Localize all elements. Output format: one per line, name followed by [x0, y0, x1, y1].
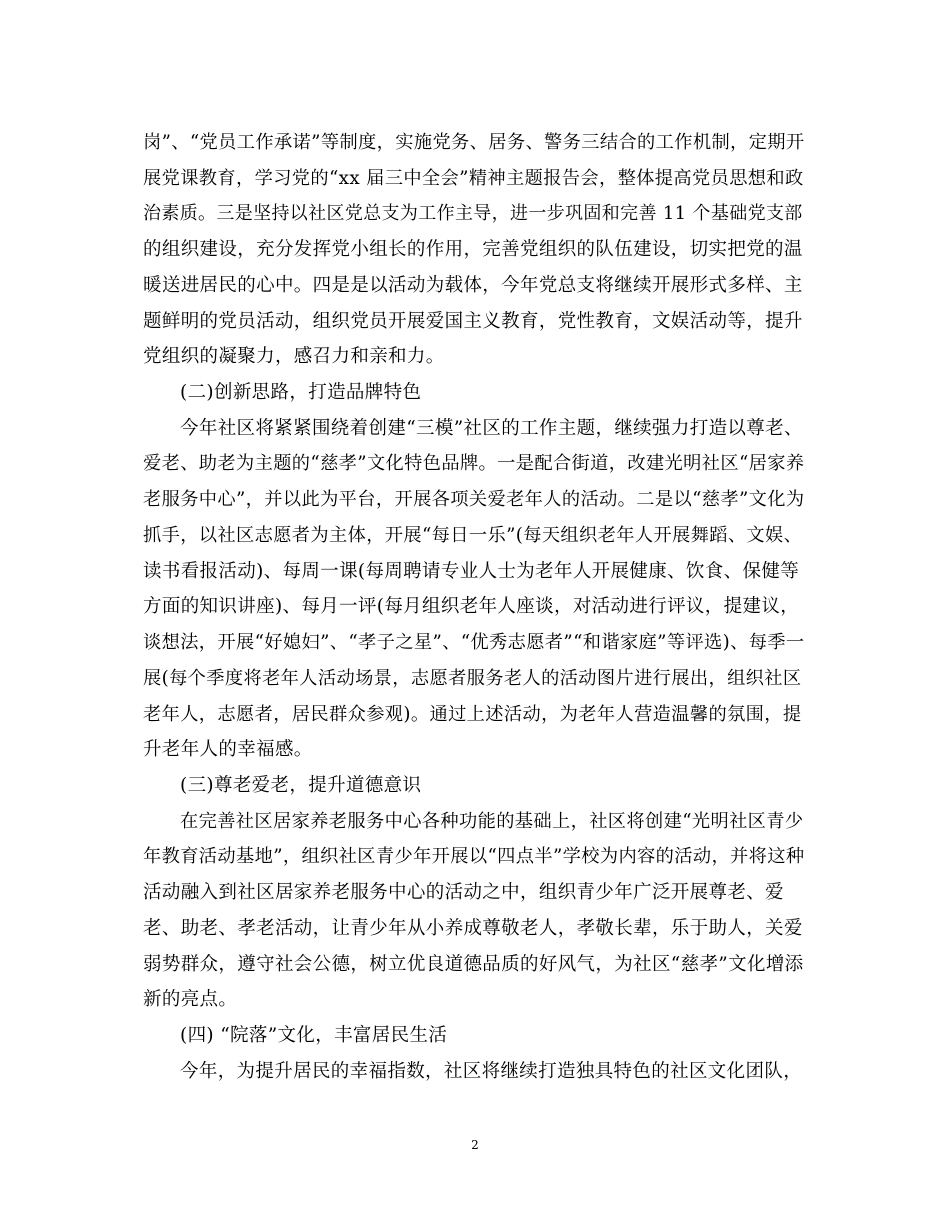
text-line: 岗”、“党员工作承诺”等制度，实施党务、居务、警务三结合的工作机制，定期开	[143, 132, 805, 153]
text-line: 读书看报活动)、每周一课(每周聘请专业人士为老年人开展健康、饮食、保健等	[143, 561, 800, 582]
text-line: 题鲜明的党员活动，组织党员开展爱国主义教育，党性教育，文娱活动等，提升	[143, 311, 803, 332]
text-line: 展党课教育，学习党的“xx 届三中全会”精神主题报告会，整体提高党员思想和政	[143, 168, 804, 189]
text-line: 爱老、助老为主题的“慈孝”文化特色品牌。一是配合街道，改建光明社区“居家养	[143, 453, 805, 474]
section-heading: (二)创新思路，打造品牌特色	[180, 382, 422, 403]
text-line: 老、助老、孝老活动，让青少年从小养成尊敬老人，孝敬长辈，乐于助人，关爱	[143, 918, 803, 939]
text-line: 老服务中心”，并以此为平台，开展各项关爱老年人的活动。二是以“慈孝”文化为	[143, 489, 805, 510]
text-line: 活动融入到社区居家养老服务中心的活动之中，组织青少年广泛开展尊老、爱	[143, 882, 784, 903]
text-line: 的组织建设，充分发挥党小组长的作用，完善党组织的队伍建设，切实把党的温	[143, 239, 803, 260]
text-line: 党组织的凝聚力，感召力和亲和力。	[143, 346, 445, 367]
text-line: 弱势群众，遵守社会公德，树立优良道德品质的好风气，为社区“慈孝”文化增添	[143, 954, 804, 975]
text-line: 治素质。三是坚持以社区党总支为工作主导，进一步巩固和完善 11 个基础党支部	[143, 203, 803, 224]
text-line: 方面的知识讲座)、每月一评(每月组织老年人座谈，对活动进行评议，提建议，	[143, 596, 800, 617]
text-line: 谈想法，开展“好媳妇”、“孝子之星”、“优秀志愿者”“和谐家庭”等评选)、每季一	[143, 632, 805, 653]
section-heading: (三)尊老爱老，提升道德意识	[180, 775, 422, 796]
text-line: 抓手，以社区志愿者为主体，开展“每日一乐”(每天组织老年人开展舞蹈、文娱、	[143, 525, 803, 546]
paragraph-first-line: 今年，为提升居民的幸福指数，社区将继续打造独具特色的社区文化团队，	[180, 1061, 803, 1082]
section-heading: (四) “院落”文化，丰富居民生活	[180, 1025, 448, 1046]
text-line: 新的亮点。	[143, 989, 238, 1010]
page-number: 2	[471, 1138, 479, 1152]
paragraph-first-line: 今年社区将紧紧围绕着创建“三模”社区的工作主题，继续强力打造以尊老、	[180, 418, 803, 439]
text-line: 暖送进居民的心中。四是是以活动为载体，今年党总支将继续开展形式多样、主	[143, 275, 803, 296]
text-line: 展(每个季度将老年人活动场景，志愿者服务老人的活动图片进行展出，组织社区	[143, 668, 802, 689]
text-line: 老年人，志愿者，居民群众参观)。通过上述活动，为老年人营造温馨的氛围，提	[143, 704, 802, 725]
paragraph-first-line: 在完善社区居家养老服务中心各种功能的基础上，社区将创建“光明社区青少	[180, 811, 804, 832]
text-line: 升老年人的幸福感。	[143, 739, 313, 760]
text-line: 年教育活动基地”，组织社区青少年开展以“四点半”学校为内容的活动，并将这种	[143, 846, 805, 867]
